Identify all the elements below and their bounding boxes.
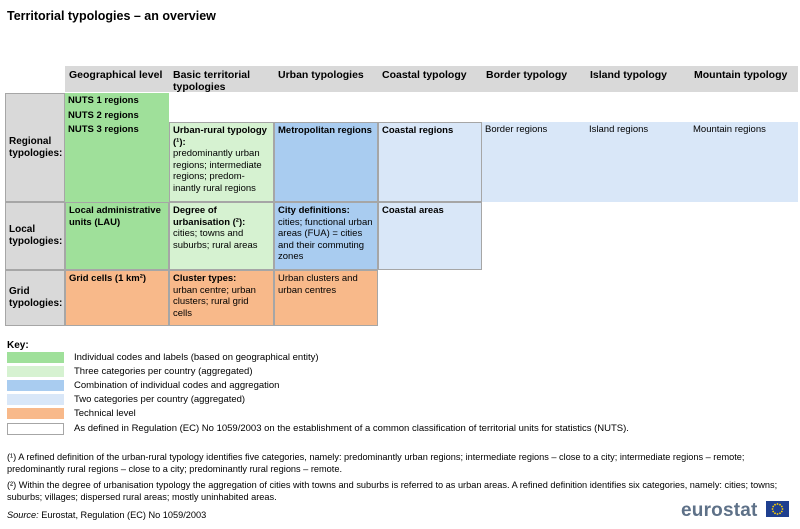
cell-cluster-types: Cluster types: urban centre; urban clusters; rural grid cells (169, 270, 274, 326)
header-basic-territorial: Basic territorial typologies (169, 66, 274, 92)
cell-grid-cells: Grid cells (1 km²) (65, 270, 169, 326)
cell-city-definitions: City definitions: cities; functional urban areas (FUA) = cities and their commuting zones (274, 202, 378, 270)
source-line: Source: Eurostat, Regulation (EC) No 1059/2003 (7, 510, 207, 520)
key-label: Combination of individual codes and aggregation (74, 380, 280, 391)
page-title: Territorial typologies – an overview (7, 9, 216, 23)
cell-degree-of-urbanisation: Degree of urbanisation (²): cities; towns and suburbs; rural areas (169, 202, 274, 270)
key-item (7, 394, 707, 406)
key-item (7, 423, 707, 435)
cell-coastal-regions: Coastal regions (378, 122, 482, 202)
key-item (7, 380, 707, 392)
key-label: Three categories per country (aggregated) (74, 366, 253, 377)
footnote-1: (¹) A refined definition of the urban-rural typology identifies five categories, namely: predominantly urban regions; intermediate regions – close to a city; intermediate regions – remote; predominantly rural regions – close to a city; predominantly rural regions – remote. (7, 452, 745, 474)
key-title: Key: (7, 340, 29, 351)
header-urban-typologies: Urban typologies (274, 66, 378, 92)
key-label: Two categories per country (aggregated) (74, 394, 246, 405)
cell-urban-rural-typology: Urban-rural typology (¹): predominantly urban regions; intermediate regions; predom-inantly rural regions (169, 122, 274, 202)
key-swatch (7, 394, 64, 405)
cell-mountain-regions: Mountain regions (690, 122, 798, 202)
key-swatch (7, 380, 64, 391)
key-label: As defined in Regulation (EC) No 1059/2003 on the establishment of a common classification of territorial units for statistics (NUTS). (74, 423, 629, 434)
cell-metropolitan-regions: Metropolitan regions (274, 122, 378, 202)
header-geographical-level: Geographical level (65, 66, 169, 92)
key-item (7, 366, 707, 378)
row-label-regional: Regional typologies: (5, 93, 65, 202)
key-swatch (7, 423, 64, 435)
key-swatch (7, 408, 64, 419)
header-mountain-typology: Mountain typology (690, 66, 798, 92)
eurostat-logo: eurostat (681, 500, 758, 521)
footnote-2: (²) Within the degree of urbanisation typology the aggregation of cities with towns and suburbs is referred to as urban areas. A refined definition identifies six categories, namely: cities; towns; suburbs; villages; dispersed rural areas; mostly uninhabited areas. (7, 480, 778, 502)
cell-lau: Local administrative units (LAU) (65, 202, 169, 270)
cell-island-regions: Island regions (586, 122, 690, 202)
cell-nuts3: NUTS 3 regions (65, 122, 169, 202)
row-label-local: Local typologies: (5, 202, 65, 270)
cell-nuts1: NUTS 1 regions (65, 93, 169, 108)
key-item (7, 408, 707, 420)
header-coastal-typology: Coastal typology (378, 66, 482, 92)
key-label: Technical level (74, 408, 136, 419)
cell-urban-clusters: Urban clusters and urban centres (274, 270, 378, 326)
header-island-typology: Island typology (586, 66, 690, 92)
cell-coastal-areas: Coastal areas (378, 202, 482, 270)
row-label-grid: Grid typologies: (5, 270, 65, 326)
cell-border-regions: Border regions (482, 122, 586, 202)
key-label: Individual codes and labels (based on geographical entity) (74, 352, 319, 363)
header-border-typology: Border typology (482, 66, 586, 92)
key-swatch (7, 352, 64, 363)
eu-flag-icon (766, 501, 789, 517)
key-swatch (7, 366, 64, 377)
cell-nuts2: NUTS 2 regions (65, 108, 169, 122)
key-item (7, 352, 707, 364)
